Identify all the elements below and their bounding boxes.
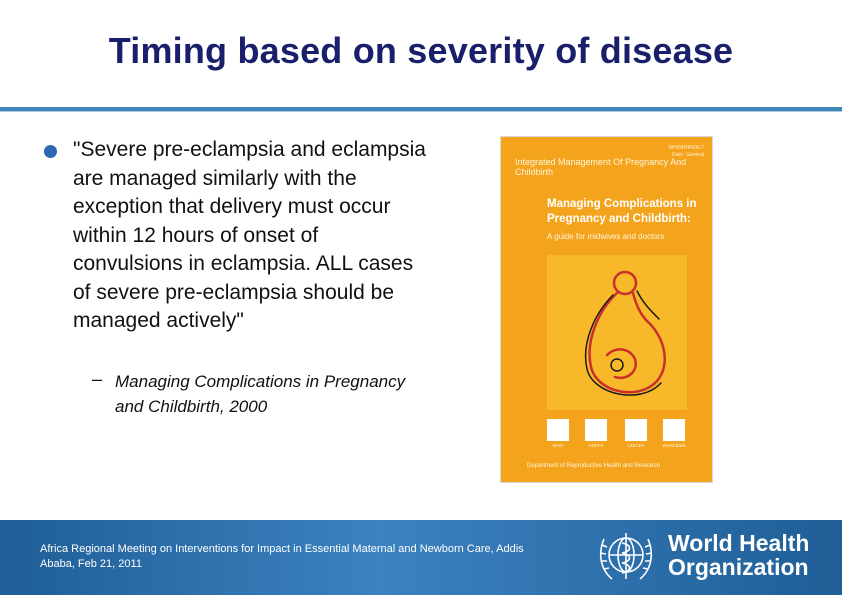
slide-title: Timing based on severity of disease (108, 30, 734, 71)
sub-bullet-text: Managing Complications in Pregnancy and Childbirth, 2000 (115, 372, 406, 416)
footer-bar (0, 520, 842, 595)
book-cover-image (500, 136, 713, 483)
partner-logos (545, 419, 685, 449)
title-divider-shadow (0, 111, 842, 112)
who-logo-icon (547, 419, 569, 441)
cover-title: Managing Complications in Pregnancy and Childbirth: (547, 198, 697, 225)
logo-label-unicef: UNICEF (627, 443, 645, 448)
who-emblem-icon (592, 525, 660, 589)
footer-event-text: Africa Regional Meeting on Interventions for Impact in Essential Maternal and Newborn Care, Addis Ababa, Feb 21, 2011 (40, 543, 524, 570)
who-wordmark (668, 531, 809, 579)
logo-label-who: WHO (552, 443, 564, 448)
bullet-text: "Severe pre-eclampsia and eclampsia are managed similarly with the exception that delivery must occur within 12 hours of onset of convulsions in eclampsia. ALL cases of severe pre-eclampsia should be managed actively" (73, 138, 426, 332)
cover-series: Integrated Management Of Pregnancy And Childbirth (515, 157, 687, 177)
logo-label-world-bank: World Bank (662, 443, 686, 448)
cover-department: Department of Reproductive Health and Research (527, 463, 661, 469)
cover-code: WHO/RHR/00.7 Distr.: General (668, 145, 704, 158)
who-wordmark-line2: Organization (668, 554, 809, 580)
world-bank-logo-icon (663, 419, 685, 441)
who-wordmark-line1: World Health (668, 530, 810, 556)
pregnant-woman-illustration (547, 255, 687, 410)
logo-label-unfpa: UNFPA (588, 443, 604, 448)
bullet-marker (44, 145, 57, 158)
unicef-logo-icon (625, 419, 647, 441)
sub-bullet-marker: – (92, 369, 103, 389)
cover-subtitle: A guide for midwives and doctors (547, 232, 665, 241)
unfpa-logo-icon (585, 419, 607, 441)
